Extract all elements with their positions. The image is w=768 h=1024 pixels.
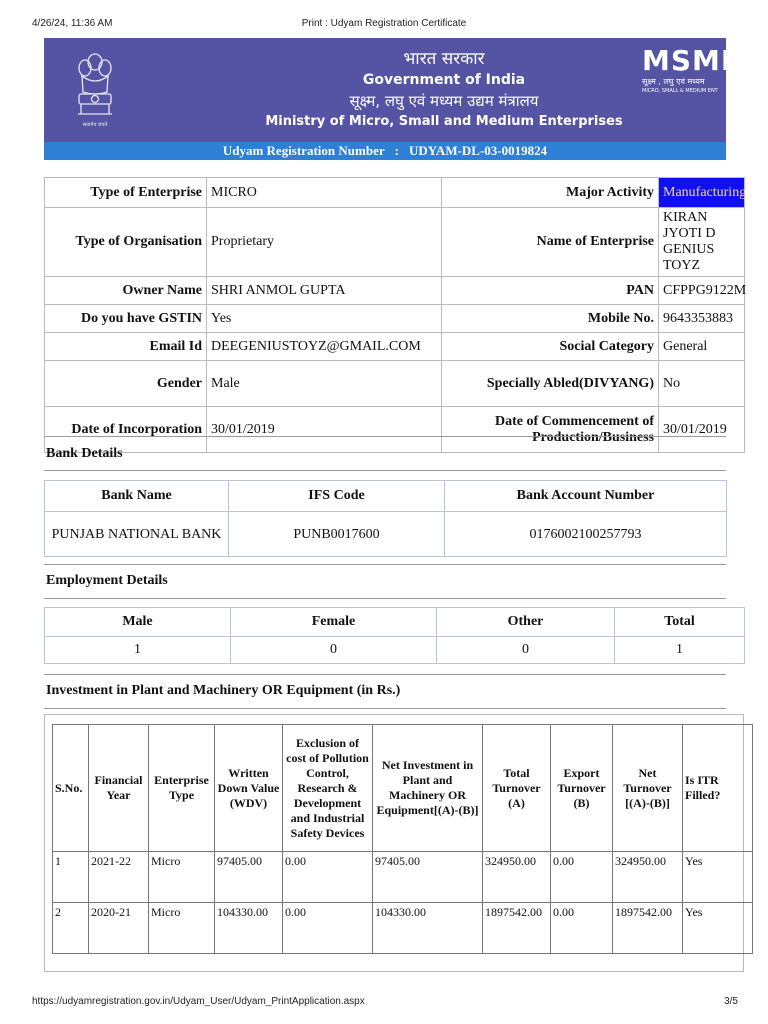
net-turnover-cell: 324950.00 (613, 852, 683, 903)
owner-name-value: SHRI ANMOL GUPTA (207, 277, 442, 305)
total-turnover-cell: 324950.00 (483, 852, 551, 903)
bank-details-title: Bank Details (46, 446, 123, 461)
table-row (53, 903, 753, 954)
export-turnover-header: Export Turnover (B) (551, 725, 613, 852)
divider (44, 708, 726, 709)
female-count: 0 (231, 637, 437, 664)
mobile-label: Mobile No. (442, 305, 659, 333)
sno-cell: 2 (53, 903, 89, 954)
table-row (45, 277, 745, 305)
gstin-value: Yes (207, 305, 442, 333)
type-of-organisation-value: Proprietary (207, 208, 442, 277)
divyang-label: Specially Abled(DIVYANG) (442, 361, 659, 407)
table-row (45, 305, 745, 333)
wdv-cell: 97405.00 (215, 852, 283, 903)
msme-logo-english: MICRO, SMALL & MEDIUM ENT (642, 88, 718, 94)
email-label: Email Id (45, 333, 207, 361)
email-value: DEEGENIUSTOYZ@GMAIL.COM (207, 333, 442, 361)
enterprise-type-cell: Micro (149, 852, 215, 903)
employment-details-table (44, 607, 745, 664)
net-turnover-header: Net Turnover [(A)-(B)] (613, 725, 683, 852)
major-activity-value: Manufacturing (659, 178, 745, 208)
sno-cell: 1 (53, 852, 89, 903)
table-row (45, 512, 727, 557)
itr-filled-header: Is ITR Filled? (683, 725, 753, 852)
total-turnover-header: Total Turnover (A) (483, 725, 551, 852)
total-header: Total (615, 608, 745, 637)
type-of-enterprise-value: MICRO (207, 178, 442, 208)
female-header: Female (231, 608, 437, 637)
male-count: 1 (45, 637, 231, 664)
enterprise-info-table (44, 177, 745, 453)
other-count: 0 (437, 637, 615, 664)
print-datetime: 4/26/24, 11:36 AM (32, 18, 113, 29)
table-row (45, 333, 745, 361)
mobile-value: 9643353883 (659, 305, 745, 333)
gstin-label: Do you have GSTIN (45, 305, 207, 333)
government-title: Government of India (362, 72, 526, 88)
name-of-enterprise-label: Name of Enterprise (442, 208, 659, 277)
msme-logo-hindi: सूक्ष्म , लघु एवं मध्यम (642, 77, 705, 86)
table-row (45, 208, 745, 277)
divider (44, 598, 726, 599)
type-of-organisation-label: Type of Organisation (45, 208, 207, 277)
banner-titles (244, 48, 644, 132)
employment-details-title: Employment Details (46, 573, 168, 588)
date-of-commencement-value: 30/01/2019 (659, 407, 745, 453)
date-of-incorporation-value: 30/01/2019 (207, 407, 442, 453)
ifs-code-value: PUNB0017600 (229, 512, 445, 557)
male-header: Male (45, 608, 231, 637)
financial-year-cell: 2021-22 (89, 852, 149, 903)
itr-filled-cell: Yes (683, 903, 753, 954)
net-investment-cell: 104330.00 (373, 903, 483, 954)
table-row (53, 852, 753, 903)
investment-table (52, 724, 753, 954)
pan-label: PAN (442, 277, 659, 305)
table-header-row (45, 608, 745, 637)
gender-label: Gender (45, 361, 207, 407)
bank-name-value: PUNJAB NATIONAL BANK (45, 512, 229, 557)
account-number-value: 0176002100257793 (445, 512, 727, 557)
itr-filled-cell: Yes (683, 852, 753, 903)
sno-header: S.No. (53, 725, 89, 852)
total-count: 1 (615, 637, 745, 664)
pan-value: CFPPG9122M (659, 277, 745, 305)
gender-value: Male (207, 361, 442, 407)
print-title: Print : Udyam Registration Certificate (301, 18, 467, 29)
export-turnover-cell: 0.00 (551, 903, 613, 954)
table-row (45, 178, 745, 208)
msme-logo (642, 46, 742, 106)
table-header-row (45, 481, 727, 512)
national-emblem-icon (74, 48, 116, 132)
net-investment-cell: 97405.00 (373, 852, 483, 903)
divider (44, 674, 726, 675)
export-turnover-cell: 0.00 (551, 852, 613, 903)
investment-title: Investment in Plant and Machinery OR Equipment (in Rs.) (46, 683, 401, 698)
net-turnover-cell: 1897542.00 (613, 903, 683, 954)
divider (44, 436, 726, 437)
enterprise-type-header: Enterprise Type (149, 725, 215, 852)
registration-number-bar: Udyam Registration Number : UDYAM-DL-03-0019824 (44, 142, 726, 160)
emblem-motto: सत्यमेव जयते (82, 122, 108, 128)
bank-details-table (44, 480, 727, 557)
account-number-header: Bank Account Number (445, 481, 727, 512)
divider (44, 470, 726, 471)
exclusion-cost-cell: 0.00 (283, 903, 373, 954)
wdv-header: Written Down Value (WDV) (215, 725, 283, 852)
date-of-incorporation-label: Date of Incorporation (45, 407, 207, 453)
exclusion-cost-cell: 0.00 (283, 852, 373, 903)
ifs-code-header: IFS Code (229, 481, 445, 512)
social-category-label: Social Category (442, 333, 659, 361)
msme-logo-letters: MSME (642, 44, 742, 77)
social-category-value: General (659, 333, 745, 361)
table-header-row (53, 725, 753, 852)
table-row (45, 407, 745, 453)
ministry-title: Ministry of Micro, Small and Medium Enterprises (265, 114, 623, 129)
total-turnover-cell: 1897542.00 (483, 903, 551, 954)
exclusion-cost-header: Exclusion of cost of Pollution Control, Research & Development and Industrial Safety Devices (283, 725, 373, 852)
owner-name-label: Owner Name (45, 277, 207, 305)
bank-name-header: Bank Name (45, 481, 229, 512)
financial-year-header: Financial Year (89, 725, 149, 852)
print-footer (0, 994, 768, 1012)
date-of-commencement-label: Date of Commencement of Production/Business (442, 407, 659, 453)
registration-number-value: UDYAM-DL-03-0019824 (408, 143, 548, 158)
name-of-enterprise-value: KIRAN JYOTI D GENIUS TOYZ (659, 208, 745, 277)
wdv-cell: 104330.00 (215, 903, 283, 954)
print-url: https://udyamregistration.gov.in/Udyam_User/Udyam_PrintApplication.aspx (32, 996, 365, 1007)
table-row (45, 637, 745, 664)
other-header: Other (437, 608, 615, 637)
type-of-enterprise-label: Type of Enterprise (45, 178, 207, 208)
page-number: 3/5 (724, 996, 738, 1007)
hindi-government-title: भारत सरकार (403, 49, 485, 69)
major-activity-label: Major Activity (442, 178, 659, 208)
financial-year-cell: 2020-21 (89, 903, 149, 954)
ministry-banner (44, 38, 742, 142)
enterprise-type-cell: Micro (149, 903, 215, 954)
divider (44, 564, 726, 565)
registration-number-label: Udyam Registration Number (222, 143, 385, 158)
divyang-value: No (659, 361, 745, 407)
hindi-ministry-title: सूक्ष्म, लघु एवं मध्यम उद्यम मंत्रालय (349, 92, 539, 110)
table-row (45, 361, 745, 407)
net-investment-header: Net Investment in Plant and Machinery OR Equipment[(A)-(B)] (373, 725, 483, 852)
